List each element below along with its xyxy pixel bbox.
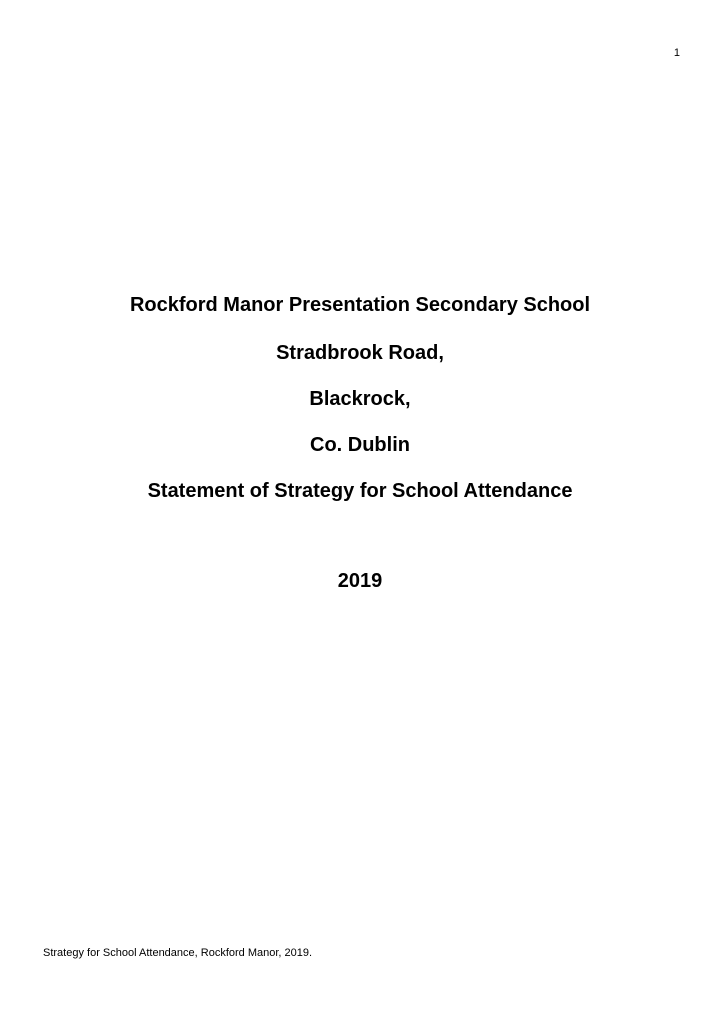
address-road: Stradbrook Road, bbox=[276, 342, 444, 364]
page-footer: Strategy for School Attendance, Rockford Manor, 2019. bbox=[43, 947, 313, 959]
page-number: 1 bbox=[673, 47, 680, 59]
document-title: Statement of Strategy for School Attendance bbox=[147, 480, 573, 502]
school-name-heading: Rockford Manor Presentation Secondary School bbox=[129, 294, 591, 316]
address-town: Blackrock, bbox=[309, 388, 411, 410]
document-year: 2019 bbox=[337, 570, 383, 592]
address-county: Co. Dublin bbox=[310, 434, 410, 456]
